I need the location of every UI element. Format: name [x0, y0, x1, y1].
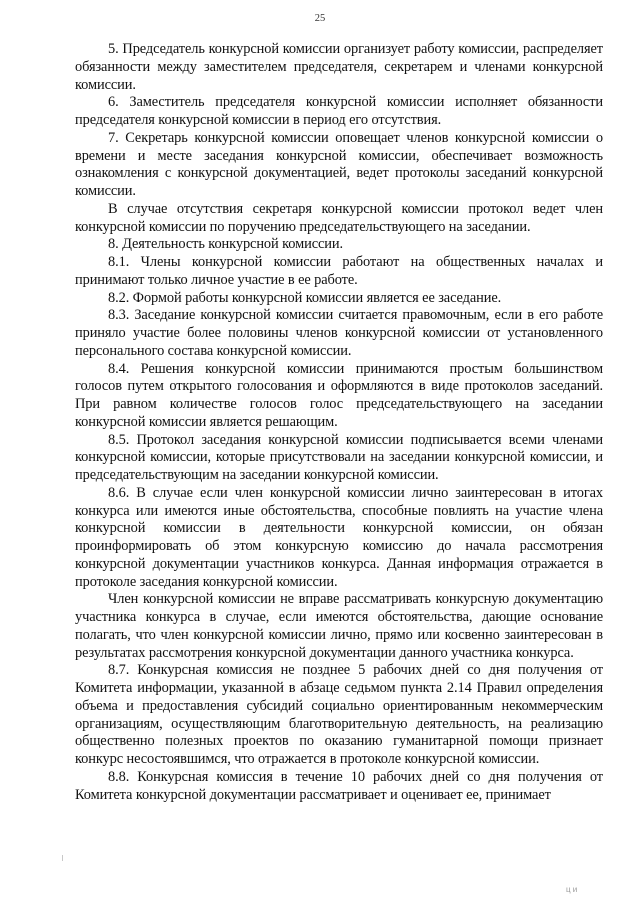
paragraph-8-6: 8.6. В случае если член конкурсной комиссии лично заинтересован в итогах конкурса или имеются иные обстоятельства, способные повлиять на участие члена конкурсной комиссии в деятельности конкурсной комиссии, он обязан проинформировать об этом конкурсную комиссию до начала рассмотрения конкурсной документации участников конкурса. Данная информация отражается в протоколе заседания конкурсной комиссии. [75, 484, 603, 590]
paragraph-6: 6. Заместитель председателя конкурсной комиссии исполняет обязанности председателя конкурсной комиссии в период его отсутствия. [75, 94, 603, 128]
paragraph-8-6-continuation: Член конкурсной комиссии не вправе рассматривать конкурсную документацию участника конкурса в случае, если имеются обстоятельства, дающие основание полагать, что член конкурсной комиссии лично, прямо или косвенно заинтересован в результатах рассмотрения конкурсной документации данного участника конкурса. [75, 591, 603, 661]
paragraph-8-5: 8.5. Протокол заседания конкурсной комиссии подписывается всеми членами конкурсной комиссии, которые присутствовали на заседании конкурсной комиссии, и председательствующим на заседании конкурсной комиссии. [75, 431, 603, 483]
paragraph-7: 7. Секретарь конкурсной комиссии оповещает членов конкурсной комиссии о времени и месте заседания конкурсной комиссии, обеспечивает возможность ознакомления с конкурсной документацией, ведет протоколы заседаний конкурсной комиссии. [75, 129, 603, 199]
paragraph-5: 5. Председатель конкурсной комиссии организует работу комиссии, распределяет обязанности между заместителем председателя, секретарем и членами конкурсной комиссии. [75, 41, 603, 93]
paragraph-8-2: 8.2. Формой работы конкурсной комиссии является ее заседание. [108, 289, 502, 306]
paragraph-8-3: 8.3. Заседание конкурсной комиссии считается правомочным, если в его работе приняло участие более половины членов конкурсной комиссии от установленного персонального состава конкурсной комиссии. [75, 307, 603, 359]
paragraph-8-4: 8.4. Решения конкурсной комиссии принимаются простым большинством голосов путем открытого голосования и оформляются в виде протоколов заседаний. При равном количестве голосов голос председательствующего на заседании конкурсной комиссии является решающим. [75, 360, 603, 430]
scan-artifact-line [62, 855, 63, 861]
footer-mark: ц и [566, 885, 578, 894]
paragraph-7-continuation: В случае отсутствия секретаря конкурсной комиссии протокол ведет член конкурсной комиссии по поручению председательствующего на заседании. [75, 200, 603, 235]
page-number: 25 [314, 13, 326, 24]
paragraph-8-1: 8.1. Члены конкурсной комиссии работают на общественных началах и принимают только личное участие в ее работе. [75, 254, 603, 288]
section-8-heading: 8. Деятельность конкурсной комиссии. [108, 236, 343, 253]
paragraph-8-8: 8.8. Конкурсная комиссия в течение 10 рабочих дней со дня получения от Комитета конкурсной документации рассматривает и оценивает ее, принимает [75, 768, 603, 803]
document-body [75, 41, 603, 804]
paragraph-8-7: 8.7. Конкурсная комиссия не позднее 5 рабочих дней со дня получения от Комитета информации, указанной в абзаце седьмом пункта 2.14 Правил определения объема и предоставления субсидий социально ориентированным некоммерческим организациям, осуществляющим благотворительную деятельность, на реализацию общественно полезных проектов по оказанию гуманитарной помощи признает конкурс несостоявшимся, что отражается в протоколе конкурсной комиссии. [75, 662, 603, 767]
